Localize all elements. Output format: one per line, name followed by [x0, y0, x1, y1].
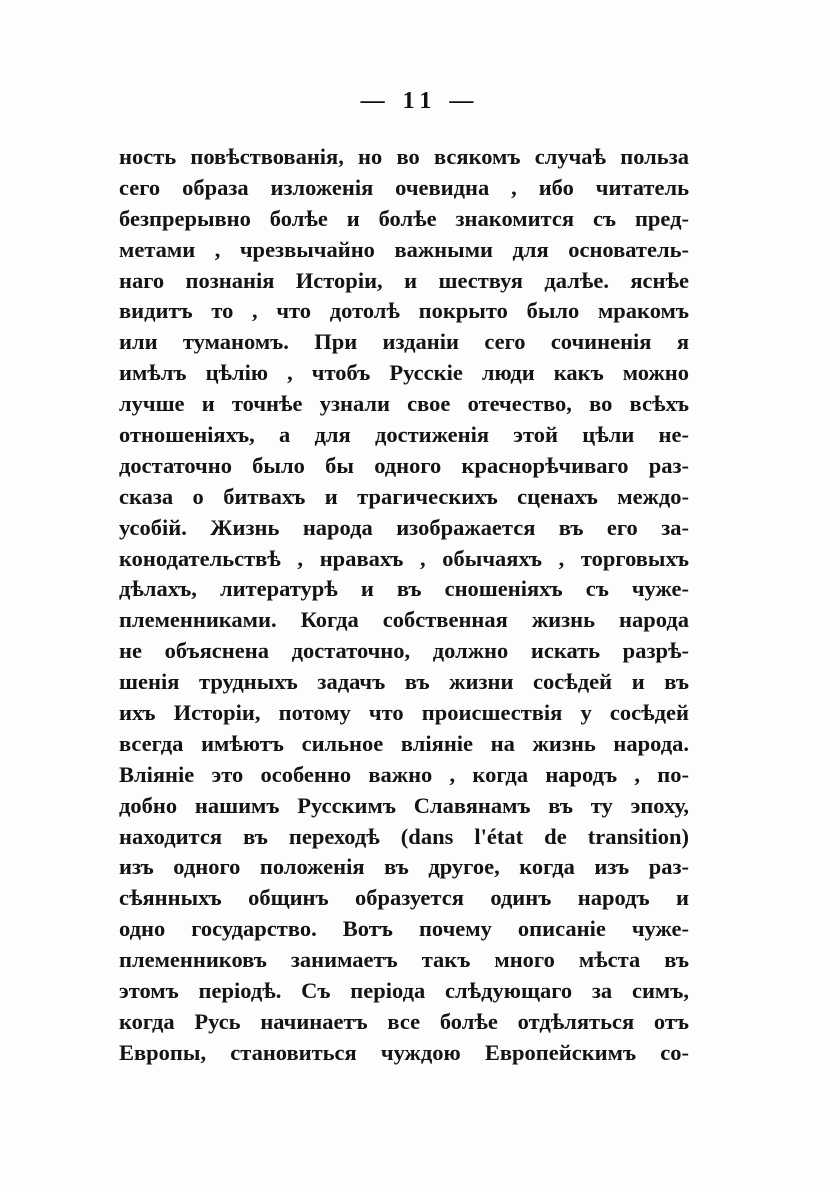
text-line: Европы, становиться чуждою Европейскимъ со- [119, 1039, 689, 1065]
text-line: усобій. Жизнь народа изображается въ его за- [119, 514, 689, 540]
text-line: племенниками. Когда собственная жизнь народа [119, 607, 689, 633]
text-line: или туманомъ. При изданіи сего сочиненія я [119, 329, 689, 355]
text-line: имѣлъ цѣлію , чтобъ Русскіе люди какъ можно [119, 360, 689, 386]
text-line: видитъ то , что дотолѣ покрыто было мракомъ [119, 298, 689, 324]
text-line: безпрерывно болѣе и болѣе знакомится съ пред- [119, 205, 689, 231]
text-line: метами , чрезвычайно важными для основатель- [119, 236, 689, 262]
text-line: не объяснена достаточно, должно искать разрѣ- [119, 638, 689, 664]
page-number: — 11 — [360, 88, 480, 114]
text-line: изъ одного положенія въ другое, когда изъ раз- [119, 854, 689, 880]
text-line: находится въ переходѣ (dans l'état de transition) [119, 823, 689, 849]
text-line: сѣянныхъ общинъ образуется одинъ народъ и [119, 885, 689, 911]
text-line: ихъ Исторіи, потому что происшествія у сосѣдей [119, 700, 689, 726]
text-line: ность повѣствованія, но во всякомъ случаѣ польза [119, 144, 689, 169]
text-line: сего образа изложенія очевидна , ибо читатель [119, 174, 689, 200]
text-line: дѣлахъ, литературѣ и въ сношеніяхъ съ чуже- [119, 576, 689, 602]
text-line: этомъ періодѣ. Съ періода слѣдующаго за симъ, [119, 978, 689, 1004]
text-line: конодательствѣ , нравахъ , обычаяхъ , торговыхъ [119, 545, 689, 571]
text-line: добно нашимъ Русскимъ Славянамъ въ ту эпоху, [119, 792, 689, 818]
text-line: племенниковъ занимаетъ такъ много мѣста въ [119, 947, 689, 973]
text-line: наго познанія Исторіи, и шествуя далѣе. яснѣе [119, 267, 689, 293]
text-line: когда Русь начинаетъ все болѣе отдѣляться отъ [119, 1008, 689, 1034]
text-line: Вліяніе это особенно важно , когда народъ , по- [119, 761, 689, 787]
text-line: лучше и точнѣе узнали свое отечество, во всѣхъ [119, 391, 689, 417]
text-line: шенія трудныхъ задачъ въ жизни сосѣдей и въ [119, 669, 689, 695]
text-line: всегда имѣютъ сильное вліяніе на жизнь народа. [119, 730, 689, 756]
text-line: отношеніяхъ, а для достиженія этой цѣли не- [119, 422, 689, 448]
text-line: сказа о битвахъ и трагическихъ сценахъ междо- [119, 483, 689, 509]
body-text [119, 142, 689, 1069]
text-line: достаточно было бы одного краснорѣчиваго раз- [119, 452, 689, 478]
text-line: одно государство. Вотъ почему описаніе чуже- [119, 916, 689, 942]
